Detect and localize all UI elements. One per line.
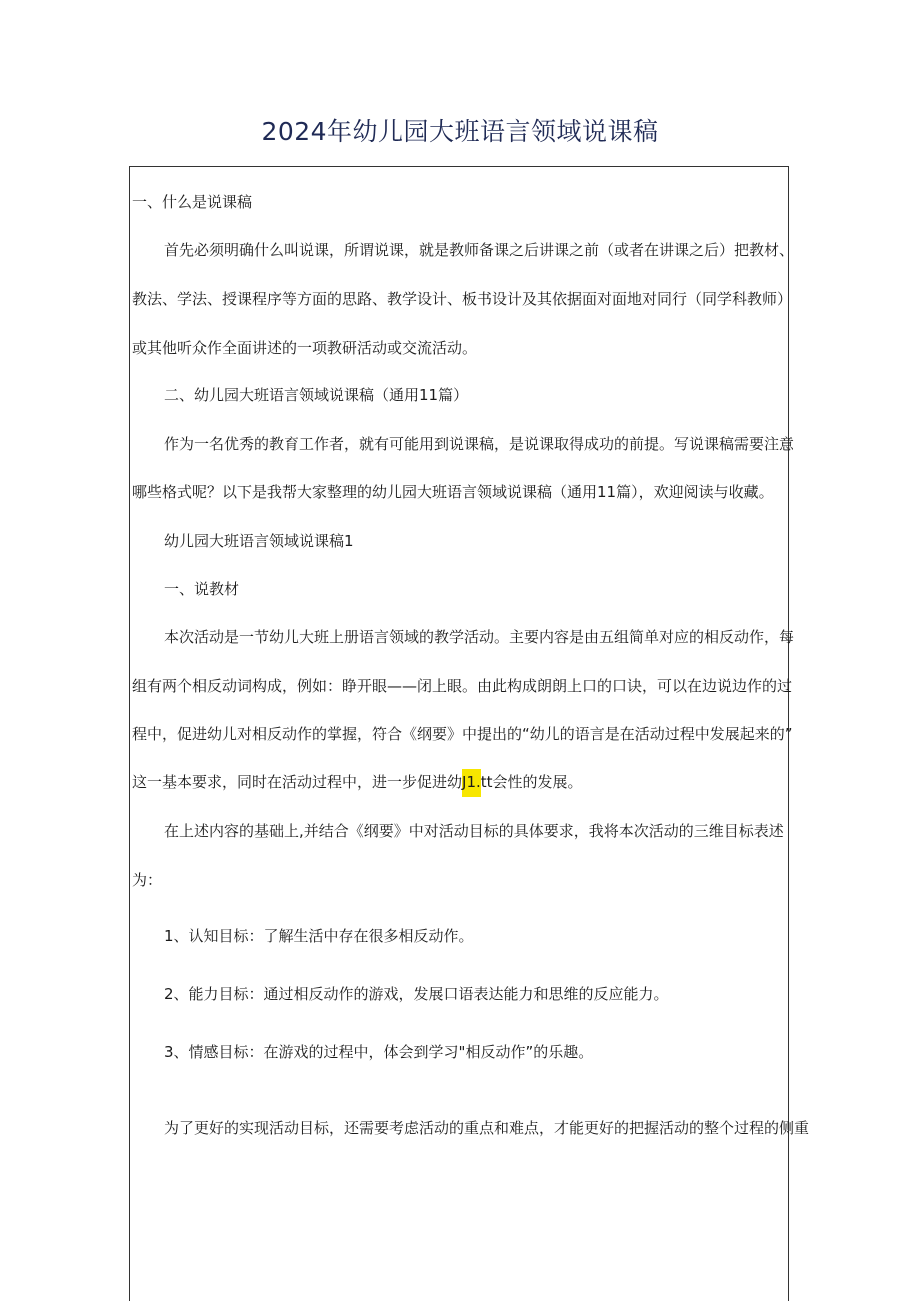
paragraph-line: 作为一名优秀的教育工作者，就有可能用到说课稿，是说课取得成功的前提。写说课稿需要注意 <box>164 435 795 453</box>
heading-section-two: 二、幼儿园大班语言领域说课稿（通用11篇） <box>164 386 469 404</box>
goal-cognitive: 1、认知目标：了解生活中存在很多相反动作。 <box>164 927 474 945</box>
goal-emotion: 3、情感目标：在游戏的过程中，体会到学习"相反动作”的乐趣。 <box>164 1043 594 1061</box>
heading-what-is: 一、什么是说课稿 <box>132 193 253 211</box>
subheading-teaching-material: 一、说教材 <box>164 580 240 598</box>
paragraph-line-highlighted <box>132 772 583 792</box>
highlighted-text: J1. <box>462 769 481 797</box>
paragraph-line: 为了更好的实现活动目标，还需要考虑活动的重点和难点，才能更好的把握活动的整个过程的侧重 <box>164 1119 810 1137</box>
paragraph-line: 教法、学法、授课程序等方面的思路、教学设计、板书设计及其依据面对面地对同行（同学科教师） <box>132 290 793 308</box>
paragraph-line: 首先必须明确什么叫说课，所谓说课，就是教师备课之后讲课之前（或者在讲课之后）把教材、 <box>164 241 795 259</box>
paragraph-line: 为： <box>132 871 163 889</box>
paragraph-line: 哪些格式呢？以下是我帮大家整理的幼儿园大班语言领域说课稿（通用11篇），欢迎阅读与收藏。 <box>132 483 774 501</box>
paragraph-line: 程中，促进幼儿对相反动作的掌握，符合《纲要》中提出的“幼儿的语言是在活动过程中发展起来的” <box>132 725 793 743</box>
paragraph-line: 或其他听众作全面讲述的一项教研活动或交流活动。 <box>132 339 478 357</box>
paragraph-line: 在上述内容的基础上,并结合《纲要》中对活动目标的具体要求，我将本次活动的三维目标表述 <box>164 822 784 840</box>
document-title: 2024年幼儿园大班语言领域说课稿 <box>261 117 659 146</box>
paragraph-line: 本次活动是一节幼儿大班上册语言领域的教学活动。主要内容是由五组简单对应的相反动作，每 <box>164 628 795 646</box>
line-text-before: 这一基本要求，同时在活动过程中，进一步促进幼 <box>132 773 463 791</box>
subheading-article-1: 幼儿园大班语言领域说课稿1 <box>164 532 354 550</box>
paragraph-line: 组有两个相反动词构成，例如：睁开眼——闭上眼。由此构成朗朗上口的口诀，可以在边说边作的过 <box>132 677 793 695</box>
line-text-after: tt会性的发展。 <box>480 773 583 791</box>
goal-ability: 2、能力目标：通过相反动作的游戏，发展口语表达能力和思维的反应能力。 <box>164 985 669 1003</box>
